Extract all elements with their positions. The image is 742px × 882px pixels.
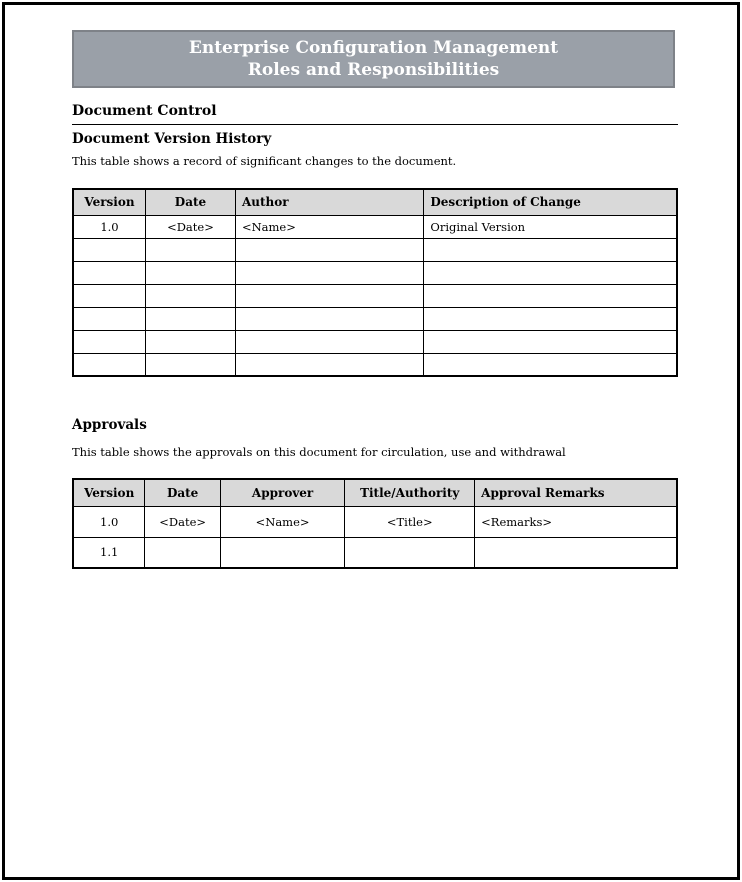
table-row xyxy=(73,261,677,284)
table-cell xyxy=(145,284,235,307)
version-history-heading: Document Version History xyxy=(72,131,272,147)
table-cell xyxy=(145,238,235,261)
column-header: Version xyxy=(73,189,145,215)
table-cell xyxy=(73,238,145,261)
table-cell: 1.0 xyxy=(73,215,145,238)
table-cell xyxy=(220,537,344,568)
version-history-table xyxy=(72,188,678,377)
version-history-description: This table shows a record of significant changes to the document. xyxy=(72,154,457,168)
table-cell: 1.0 xyxy=(73,506,145,537)
column-header: Date xyxy=(145,189,235,215)
table-cell xyxy=(424,353,677,376)
table-row xyxy=(73,307,677,330)
table-cell: <Date> xyxy=(145,506,221,537)
table-row xyxy=(73,537,677,568)
table-cell: <Name> xyxy=(235,215,423,238)
table-row xyxy=(73,284,677,307)
table-cell xyxy=(73,307,145,330)
table-cell xyxy=(475,537,677,568)
document-title-banner xyxy=(72,30,675,88)
table-cell xyxy=(73,330,145,353)
table-cell xyxy=(424,261,677,284)
table-cell xyxy=(145,537,221,568)
table-header-row xyxy=(73,479,677,506)
table-row xyxy=(73,353,677,376)
table-cell: <Date> xyxy=(145,215,235,238)
table-cell xyxy=(145,307,235,330)
table-cell xyxy=(235,238,423,261)
table-cell xyxy=(424,307,677,330)
table-cell xyxy=(235,261,423,284)
title-line-2: Roles and Responsibilities xyxy=(247,60,500,80)
column-header: Approver xyxy=(220,479,344,506)
table-row xyxy=(73,238,677,261)
table-cell: <Title> xyxy=(345,506,475,537)
table-cell: Original Version xyxy=(424,215,677,238)
table-cell xyxy=(73,353,145,376)
approvals-description: This table shows the approvals on this document for circulation, use and withdrawal xyxy=(72,445,566,459)
table-row xyxy=(73,330,677,353)
column-header: Approval Remarks xyxy=(475,479,677,506)
table-cell: 1.1 xyxy=(73,537,145,568)
table-header-row xyxy=(73,189,677,215)
table-cell: <Remarks> xyxy=(475,506,677,537)
table-cell xyxy=(424,284,677,307)
title-line-1: Enterprise Configuration Management xyxy=(188,38,559,58)
table-cell xyxy=(73,261,145,284)
table-cell xyxy=(235,307,423,330)
table-cell: <Name> xyxy=(220,506,344,537)
table-cell xyxy=(73,284,145,307)
column-header: Date xyxy=(145,479,221,506)
column-header: Title/Authority xyxy=(345,479,475,506)
table-row xyxy=(73,215,677,238)
document-control-heading: Document Control xyxy=(72,103,678,125)
table-cell xyxy=(145,330,235,353)
column-header: Author xyxy=(235,189,423,215)
approvals-table xyxy=(72,478,678,569)
table-cell xyxy=(145,261,235,284)
approvals-heading: Approvals xyxy=(72,417,147,433)
table-cell xyxy=(345,537,475,568)
table-cell xyxy=(424,330,677,353)
table-row xyxy=(73,506,677,537)
table-cell xyxy=(424,238,677,261)
table-cell xyxy=(235,330,423,353)
column-header: Version xyxy=(73,479,145,506)
table-cell xyxy=(235,353,423,376)
column-header: Description of Change xyxy=(424,189,677,215)
table-cell xyxy=(235,284,423,307)
table-cell xyxy=(145,353,235,376)
